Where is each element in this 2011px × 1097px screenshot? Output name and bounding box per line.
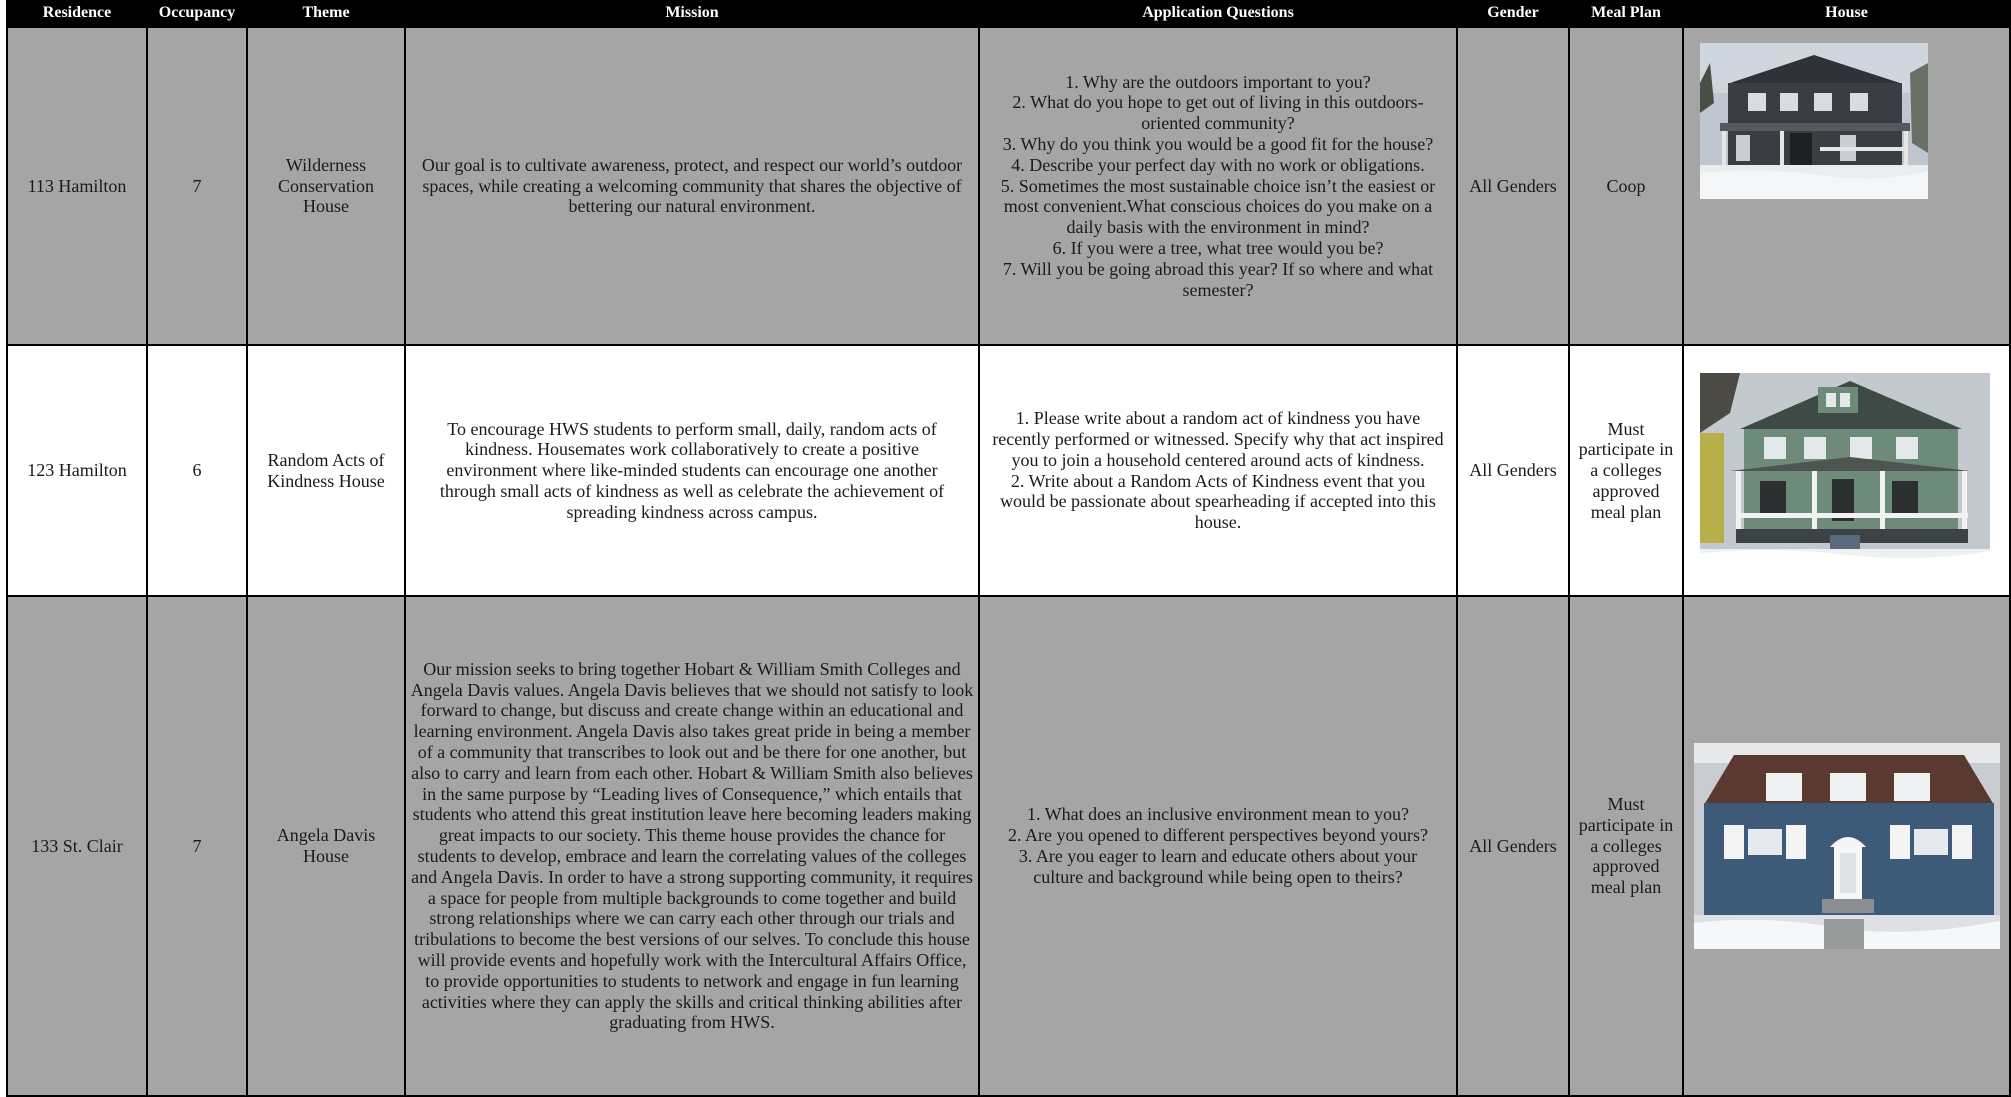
occupancy-cell: 7	[147, 596, 247, 1096]
gender-cell: All Genders	[1457, 596, 1569, 1096]
mission-cell: Our mission seeks to bring together Hobart & William Smith Colleges and Angela Davis values. Angela Davis believes that we should not satisfy to look forward to change, but discuss and create change within an educational and learning environment. Angela Davis also takes great pride in being a member of a community that transcribes to look out and be there for one another, but also to carry and learn from each other. Hobart & William Smith also believes in the same purpose by “Leading lives of Consequence,” which entails that students who attend this great institution leave here becoming leaders making great impacts to our society. This theme house provides the chance for students to develop, embrace and learn the correlating values of the colleges and Angela Davis. In order to have a strong supporting community, it requires a space for people from multiple backgrounds to come together and build strong relationships where we can carry each other through our trials and tribulations to become the best versions of our selves. To conclude this house will provide events and hopefully work with the Intercultural Affairs Office, to provide opportunities to students to network and engage in fun learning activities where they can apply the skills and critical thinking abilities after graduating from HWS.	[405, 596, 979, 1096]
house-photo	[1694, 743, 2000, 949]
question-item: 3. Why do you think you would be a good fit for the house?	[1002, 134, 1434, 154]
house-photo-cell	[1683, 345, 2010, 596]
theme-houses-table	[6, 0, 2011, 1097]
question-item: 2. Write about a Random Acts of Kindness event that you would be passionate about spearheading if accepted into this house.	[1000, 470, 1436, 533]
question-item: 3. Are you eager to learn and educate others about your culture and background while being open to theirs?	[1018, 846, 1418, 887]
residence-cell: 123 Hamilton	[7, 345, 147, 596]
mission-cell: Our goal is to cultivate awareness, protect, and respect our world’s outdoor spaces, while creating a welcoming community that shares the objective of bettering our natural environment.	[405, 27, 979, 345]
header-mission: Mission	[405, 0, 979, 27]
header-row	[7, 0, 2010, 27]
question-item: 2. Are you opened to different perspectives beyond yours?	[1007, 825, 1429, 846]
header-application-questions: Application Questions	[979, 0, 1457, 27]
house-photo-cell	[1683, 27, 2010, 345]
header-meal-plan: Meal Plan	[1569, 0, 1683, 27]
meal-plan-cell: Coop	[1569, 27, 1683, 345]
question-item: 1. What does an inclusive environment mean to you?	[1026, 804, 1410, 825]
house-photo	[1700, 43, 1928, 199]
occupancy-cell: 6	[147, 345, 247, 596]
question-item: 4. Describe your perfect day with no work or obligations.	[1011, 154, 1425, 175]
table-row	[7, 27, 2010, 345]
question-item: 1. Please write about a random act of kindness you have recently performed or witnessed. Specify why that act inspired you to join a household centered around acts of kindness.	[992, 408, 1444, 470]
house-photo-cell	[1683, 596, 2010, 1096]
header-house: House	[1683, 0, 2010, 27]
questions-cell	[979, 596, 1457, 1096]
questions-cell	[979, 345, 1457, 596]
question-item: 7. Will you be going abroad this year? If so where and what semester?	[1002, 258, 1434, 300]
question-item: 5. Sometimes the most sustainable choice isn’t the easiest or most convenient.What conscious choices do you make on a daily basis with the environment in mind?	[1000, 175, 1436, 238]
meal-plan-cell: Must participate in a colleges approved meal plan	[1569, 345, 1683, 596]
gender-cell: All Genders	[1457, 27, 1569, 345]
questions-cell	[979, 27, 1457, 345]
residence-cell: 113 Hamilton	[7, 27, 147, 345]
residence-cell: 133 St. Clair	[7, 596, 147, 1096]
header-occupancy: Occupancy	[147, 0, 247, 27]
mission-cell: To encourage HWS students to perform small, daily, random acts of kindness. Housemates work collaboratively to create a positive environment where like-minded students can encourage one another through small acts of kindness as well as celebrate the achievement of spreading kindness across campus.	[405, 345, 979, 596]
header-residence: Residence	[7, 0, 147, 27]
gender-cell: All Genders	[1457, 345, 1569, 596]
table-row	[7, 345, 2010, 596]
theme-cell: Random Acts of Kindness House	[247, 345, 405, 596]
theme-cell: Angela Davis House	[247, 596, 405, 1096]
header-theme: Theme	[247, 0, 405, 27]
question-item: 1. Why are the outdoors important to you?	[1065, 71, 1371, 92]
theme-cell: Wilderness Conservation House	[247, 27, 405, 345]
header-gender: Gender	[1457, 0, 1569, 27]
table-row	[7, 596, 2010, 1096]
house-photo	[1700, 373, 1990, 569]
occupancy-cell: 7	[147, 27, 247, 345]
question-item: 2. What do you hope to get out of living in this outdoors-oriented community?	[1012, 92, 1424, 134]
question-item: 6. If you were a tree, what tree would you be?	[1052, 237, 1384, 258]
meal-plan-cell: Must participate in a colleges approved meal plan	[1569, 596, 1683, 1096]
